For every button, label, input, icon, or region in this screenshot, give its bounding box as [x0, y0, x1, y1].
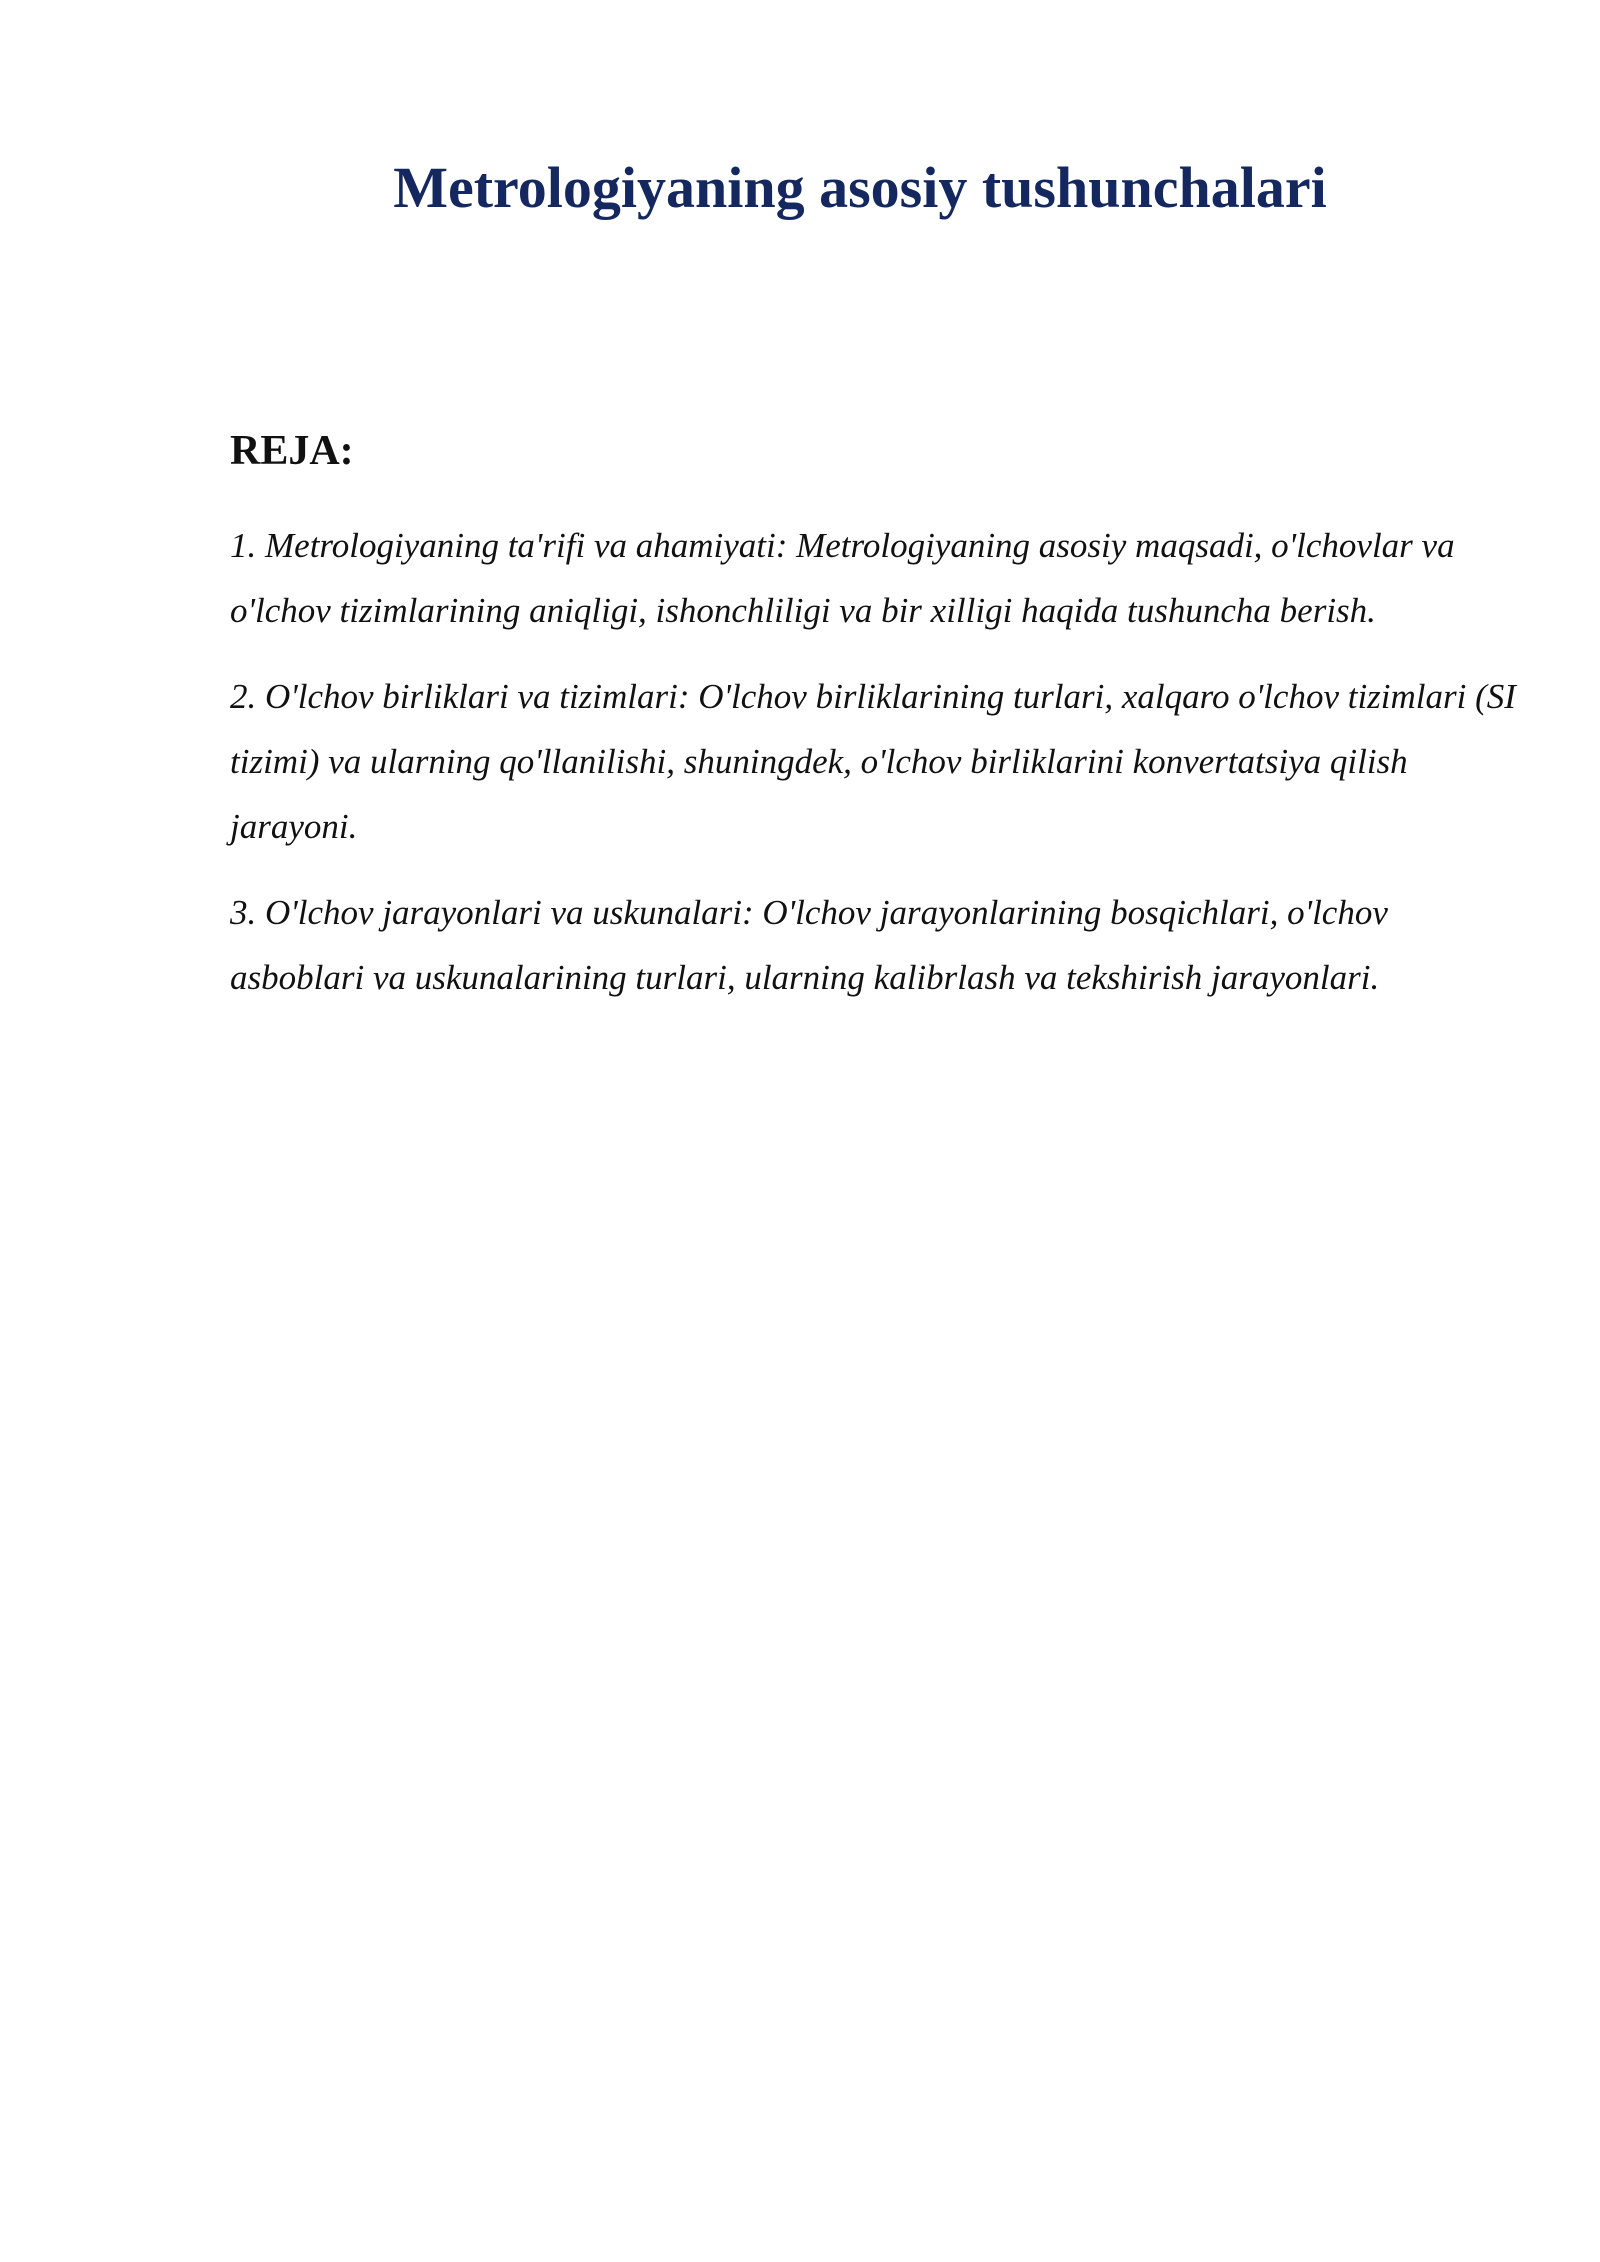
plan-item-text: Metrologiyaning ta'rifi va ahamiyati: Metrologiyaning asosiy maqsadi, o'lchovlar va o'lchov tizimlarining aniqligi, ishonchliligi va bir xilligi haqida tushuncha berish. — [230, 526, 1455, 630]
plan-list — [230, 513, 1530, 1031]
plan-item — [230, 513, 1530, 643]
plan-item-text: O'lchov jarayonlari va uskunalari: O'lchov jarayonlarining bosqichlari, o'lchov asboblari va uskunalarining turlari, ularning kalibrlash va tekshirish jarayonlari. — [230, 893, 1388, 997]
plan-item — [230, 664, 1530, 859]
plan-item-text: O'lchov birliklari va tizimlari: O'lchov birliklarining turlari, xalqaro o'lchov tizimlari (SI tizimi) va ularning qo'llanilishi, shuningdek, o'lchov birliklarini konvertatsiya qilish jarayoni. — [230, 677, 1516, 846]
plan-item-number: 1. — [230, 526, 257, 565]
plan-item — [230, 880, 1530, 1010]
plan-item-number: 2. — [230, 677, 257, 716]
document-title: Metrologiyaning asosiy tushunchalari — [393, 155, 1327, 220]
plan-item-number: 3. — [230, 893, 257, 932]
plan-heading: REJA: — [230, 428, 354, 474]
